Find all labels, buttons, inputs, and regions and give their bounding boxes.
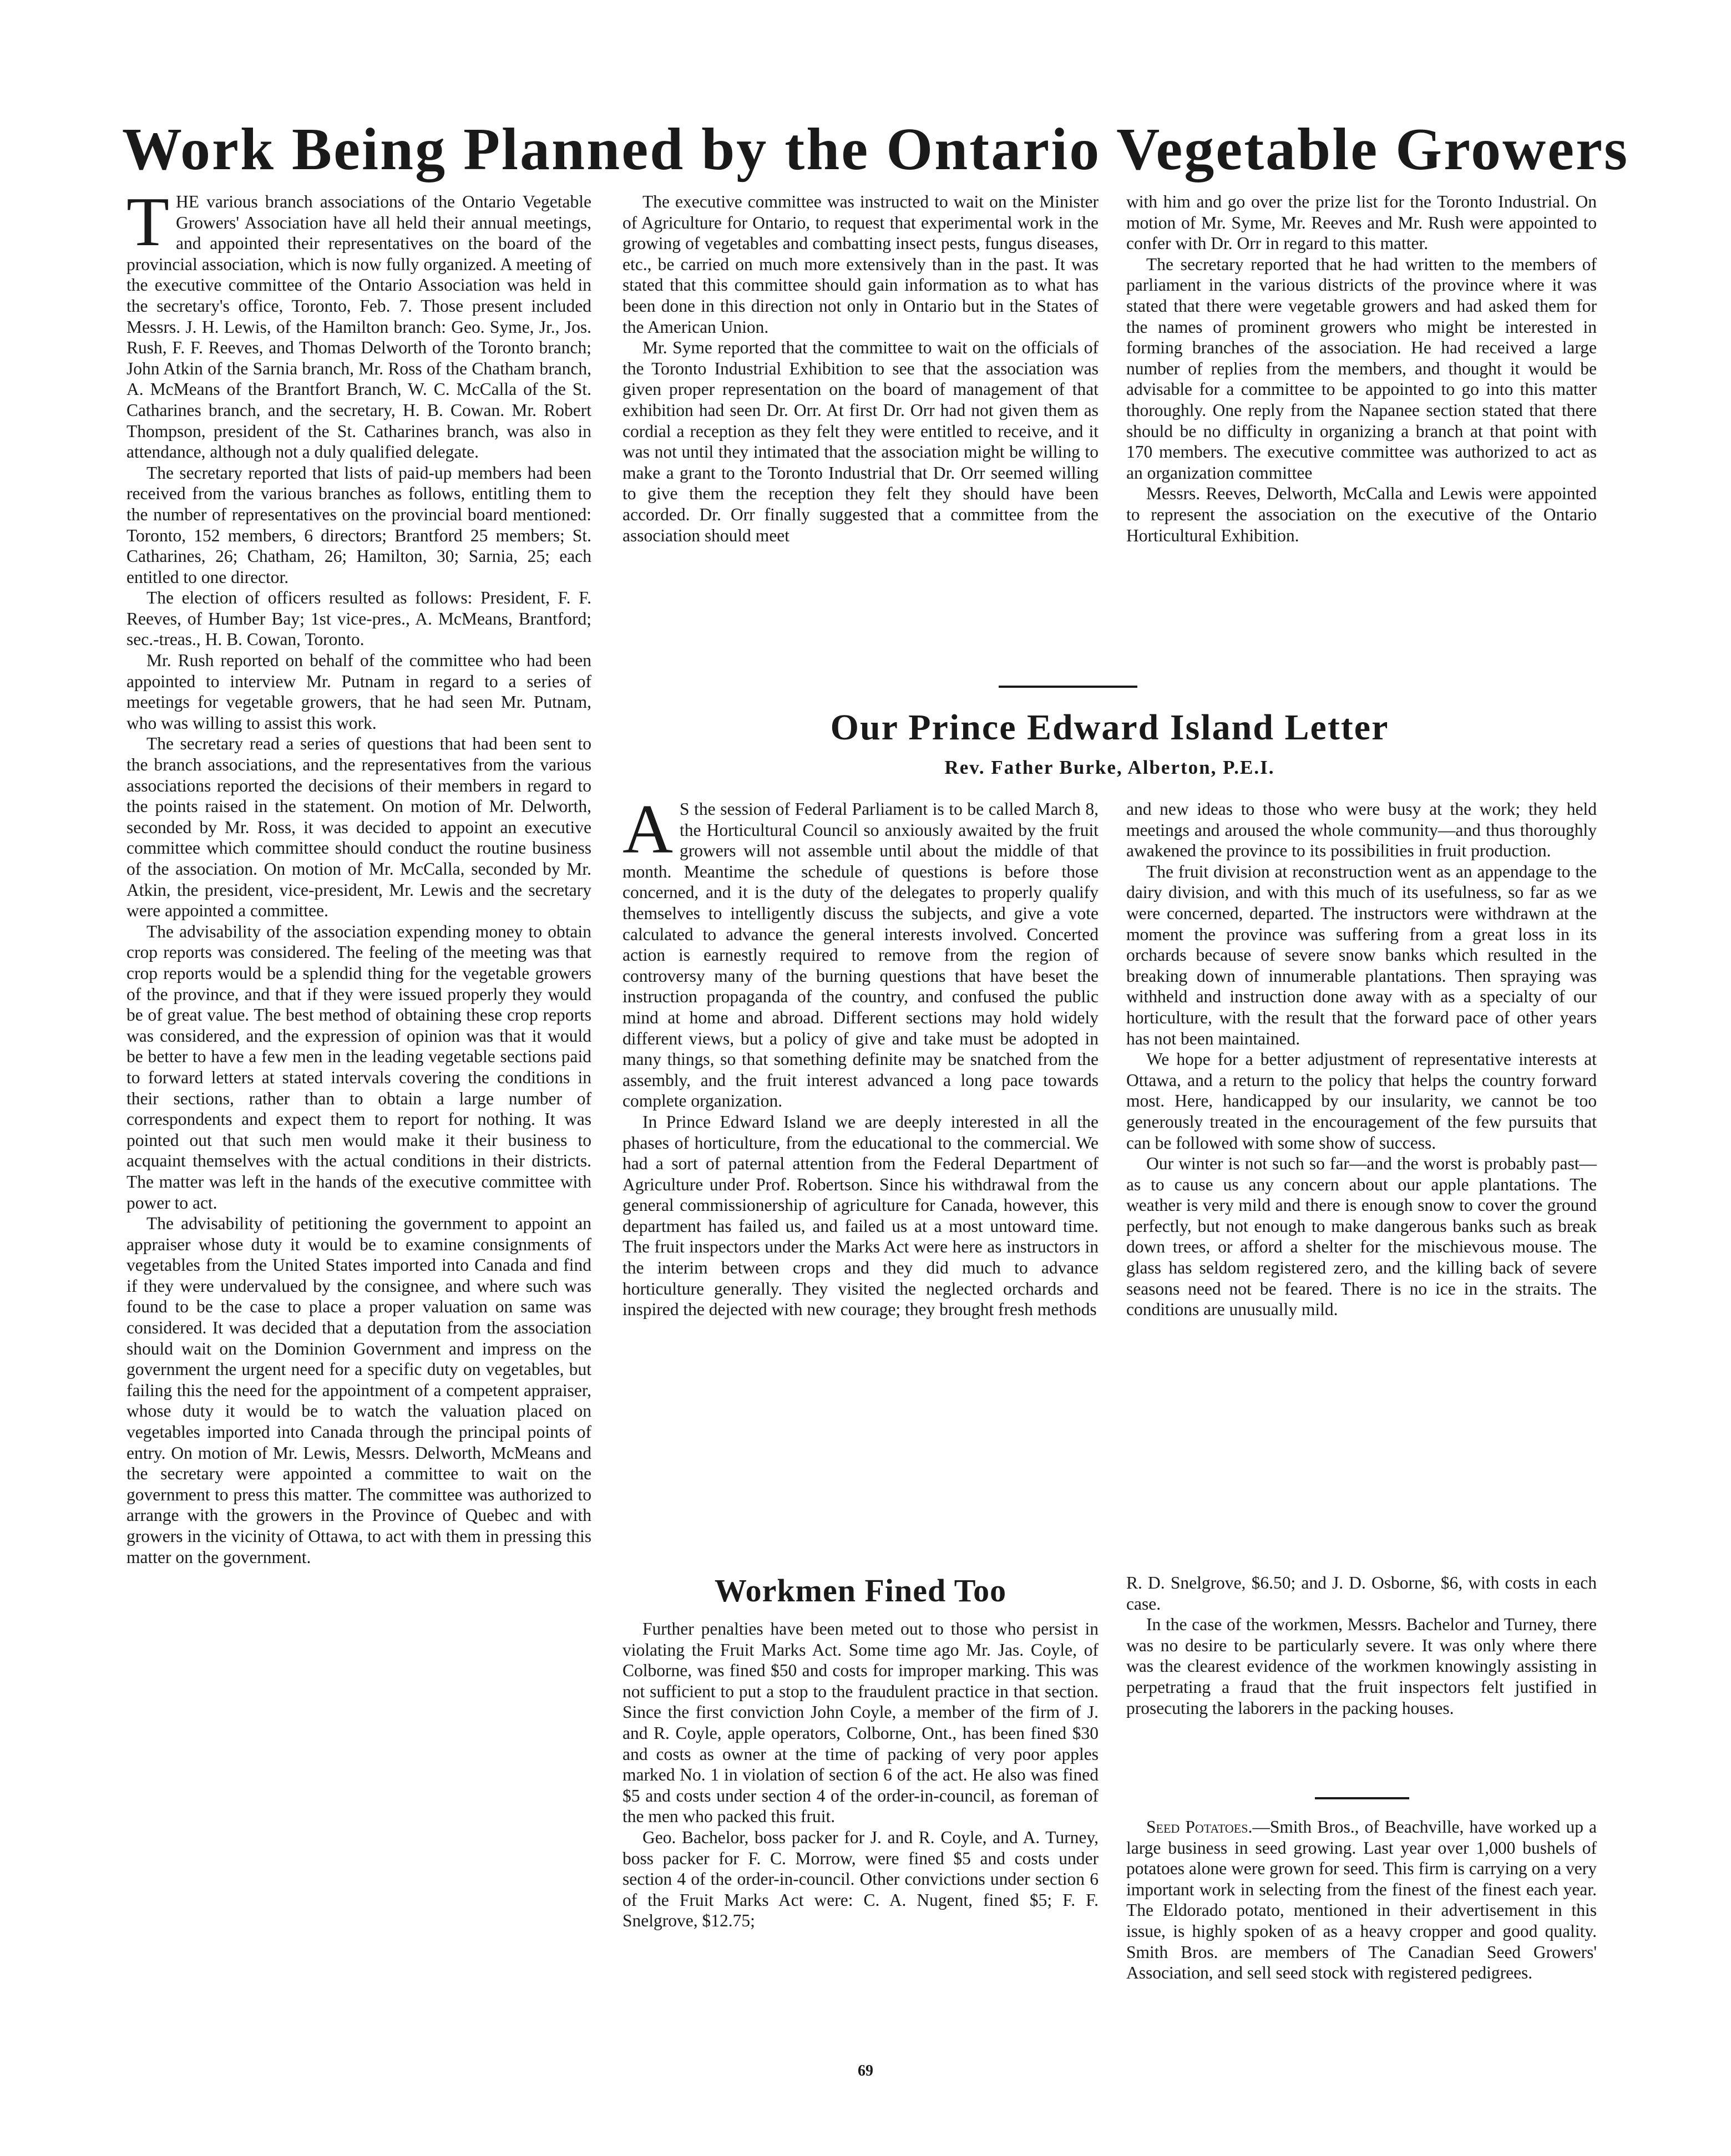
workmen-article-paragraph: Geo. Bachelor, boss packer for J. and R. Coyle, and A. Turney, boss packer for F. C. Morrow, were fined $5 and costs under section 4 of the order-in-council. Other convictions under section 6 of the Fruit Marks Act were: C. A. Nugent, fined $5; F. F. Snelgrove, $12.75; xyxy=(622,1827,1099,1931)
main-article-paragraph: The secretary reported that lists of paid-up members had been received from the various branches as follows, entitling them to the number of representatives on the provincial board mentioned: Toronto, 152 members, 6 directors; Brantford 25 members; St. Catharines, 26; Chatham, 26; Hamilton, 30; Sarnia, 25; each entitled to one director. xyxy=(126,463,591,587)
drop-cap: A xyxy=(622,799,673,868)
pei-article-paragraph: The fruit division at reconstruction went as an appendage to the dairy division, and with this much of its usefulness, so far as we were concerned, departed. The instructors were withdrawn at the moment the province was suffering from a great loss in its orchards because of severe snow banks which resulted in the breaking down of innumerable plantations. Then spraying was withheld and instruction done away with as a specialty of our horticulture, with the result that the forward pace of other years has not been maintained. xyxy=(1126,861,1597,1048)
pei-article-paragraph: A S the session of Federal Parliament is to be called March 8, the Horticultural Council so anxiously awaited by the fruit growers will not assemble until about the middle of that month. Meantime the schedule of questions is before those concerned, and it is the duty of the delegates to properly qualify themselves to intelligently discuss the subjects, and give a vote calculated to advance the general interests involved. Concerted action is earnestly required to remove from the region of controversy many of the burning questions that have beset the instruction propaganda of the country, and confused the public mind at home and abroad. Different sections may hold widely different views, but a policy of give and take must be adopted in many things, so that something definite may be snatched from the assembly, and the fruit interest advanced a long pace towards complete organization. xyxy=(622,799,1099,1111)
seed-potatoes-notice xyxy=(1126,1817,1597,2050)
workmen-article-paragraph: In the case of the workmen, Messrs. Bachelor and Turney, there was no desire to be particularly severe. It was only where there was the clearest evidence of the workmen knowingly assisting in perpetrating a fraud that the fruit inspectors felt justified in prosecuting the laborers in the packing houses. xyxy=(1126,1615,1597,1718)
main-article-title: Work Being Planned by the Ontario Vegetable Growers xyxy=(122,116,1629,182)
main-article-column-1 xyxy=(126,191,591,2050)
main-article-column-3 xyxy=(1126,191,1597,666)
main-article-paragraph: The advisability of the association expending money to obtain crop reports was considered. The feeling of the meeting was that crop reports would be a splendid thing for the vegetable growers of the province, and that if they were issued properly they would be of great value. The best method of obtaining these crop reports was considered, and the expression of opinion was that it would be better to have a few men in the leading vegetable sections paid to forward letters at stated intervals covering the conditions in their sections, rather than to obtain a large number of correspondents and expect them to report for nothing. It was pointed out that such men would make it their business to acquaint themselves with the actual conditions in their districts. The matter was left in the hands of the executive committee with power to act. xyxy=(126,921,591,1213)
main-article-paragraph: The secretary reported that he had written to the members of parliament in the various districts of the province where it was stated that there were vegetable growers and had asked them for the names of prominent growers who might be interested in forming branches of the association. He had received a large number of replies from the members, and thought it would be advisable for a committee to be appointed to go into this matter thoroughly. One reply from the Napanee section stated that there should be no difficulty in organizing a branch at that point with 170 members. The executive committee was authorized to act as an organization committee xyxy=(1126,254,1597,483)
workmen-article-title: Workmen Fined Too xyxy=(714,1572,1007,1609)
main-article-paragraph: Messrs. Reeves, Delworth, McCalla and Lewis were appointed to represent the association on the executive of the Ontario Horticultural Exhibition. xyxy=(1126,484,1597,545)
pei-article-paragraph: In Prince Edward Island we are deeply interested in all the phases of horticulture, from the educational to the commercial. We had a sort of paternal attention from the Federal Department of Agriculture under Prof. Robertson. Since his withdrawal from the general commissionership of agriculture for Canada, however, this department has failed us, and failed us at a most untoward time. The fruit inspectors under the Marks Act were here as instructors in the interim between crops and they did much to advance horticulture generally. They visited the neglected orchards and inspired the dejected with new courage; they brought fresh methods xyxy=(622,1112,1099,1320)
drop-cap: T xyxy=(126,191,169,261)
main-article-paragraph: Mr. Rush reported on behalf of the committee who had been appointed to interview Mr. Putnam in regard to a series of meetings for vegetable growers, that he had seen Mr. Putnam, who was willing to assist this work. xyxy=(126,651,591,733)
seed-potatoes-paragraph xyxy=(1126,1817,1597,1983)
pei-article-paragraph: Our winter is not such so far—and the worst is probably past—as to cause us any concern about our apple plantations. The weather is very mild and there is enough snow to cover the ground perfectly, but not enough to make dangerous banks such as break down trees, or afford a shelter for the mischievous mouse. The glass has seldom registered zero, and the killing back of severe seasons need not be feared. There is no ice in the straits. The conditions are unusually mild. xyxy=(1126,1154,1597,1320)
workmen-article-paragraph: Further penalties have been meted out to those who persist in violating the Fruit Marks Act. Some time ago Mr. Jas. Coyle, of Colborne, was fined $50 and costs for improper marking. This was not sufficient to put a stop to the fraudulent practice in that section. Since the first conviction John Coyle, a member of the firm of J. and R. Coyle, apple operators, Colborne, Ont., has been fined $30 and costs as owner at the time of packing of very poor apples marked No. 1 in violation of section 6 of the act. He also was fined $5 and costs under section 4 of the order-in-council, as foreman of the men who packed this fruit. xyxy=(622,1619,1099,1827)
main-article-paragraph: The executive committee was instructed to wait on the Minister of Agriculture for Ontario, to request that experimental work in the growing of vegetables and combatting insect pests, fungus diseases, etc., be carried on much more extensively than in the past. It was stated that this committee should gain information as to what has been done in this direction not only in Ontario but in the States of the American Union. xyxy=(622,192,1099,337)
seed-potatoes-lead: Seed Potatoes. xyxy=(1146,1817,1253,1837)
main-article-paragraph: The election of officers resulted as follows: President, F. F. Reeves, of Humber Bay; 1st vice-pres., A. McMeans, Brantford; sec.-treas., H. B. Cowan, Toronto. xyxy=(126,588,591,650)
pei-article-title: Our Prince Edward Island Letter xyxy=(830,707,1389,748)
pei-article-paragraph: We hope for a better adjustment of representative interests at Ottawa, and a return to the policy that helps the country forward most. Here, handicapped by our insularity, we cannot be too generously treated in the encouragement of the few pursuits that can be followed with some show of success. xyxy=(1126,1049,1597,1153)
main-article-paragraph: THE various branch associations of the Ontario Vegetable Growers' Association have all held their annual meetings, and appointed their representatives on the board of the provincial association, which is now fully organized. A meeting of the executive committee of the Ontario Association was held in the secretary's office, Toronto, Feb. 7. Those present included Messrs. J. H. Lewis, of the Hamilton branch: Geo. Syme, Jr., Jos. Rush, F. F. Reeves, and Thomas Delworth of the Toronto branch; John Atkin of the Sarnia branch, Mr. Ross of the Chatham branch, A. McMeans of the Brantfort Branch, W. C. McCalla of the St. Catharines branch, and the secretary, H. B. Cowan. Mr. Robert Thompson, president of the St. Catharines branch, was also in attendance, although not a duly qualified delegate. xyxy=(126,191,591,462)
main-article-paragraph: with him and go over the prize list for the Toronto Industrial. On motion of Mr. Syme, Mr. Reeves and Mr. Rush were appointed to confer with Dr. Orr in regard to this matter. xyxy=(1126,192,1597,253)
main-article-paragraph: The advisability of petitioning the government to appoint an appraiser whose duty it would be to examine consignments of vegetables from the United States imported into Canada and find if they were undervalued by the consignee, and where such was found to be the case to place a proper valuation on same was considered. It was decided that a deputation from the association should wait on the Dominion Government and impress on the government the urgent need for a specific duty on vegetables, but failing this the need for the appointment of a competent appraiser, whose duty it would be to watch the valuation placed on vegetables imported into Canada through the principal points of entry. On motion of Mr. Lewis, Messrs. Delworth, McMeans and the secretary were appointed a committee to wait on the government to press this matter. The committee was authorized to arrange with the growers in the Province of Quebec and with growers in the vicinity of Ottawa, to act with them in pressing this matter on the government. xyxy=(126,1214,591,1567)
pei-article-column-left xyxy=(622,799,1099,1540)
workmen-article-column-right xyxy=(1126,1572,1597,1783)
main-article-paragraph: The secretary read a series of questions that had been sent to the branch associations, and the representatives from the various associations reported the decisions of their members in regard to the points raised in the statement. On motion of Mr. Delworth, seconded by Mr. Ross, it was decided to appoint an executive committee which committee should conduct the routine business of the association. On motion of Mr. McCalla, seconded by Mr. Atkin, the president, vice-president, Mr. Lewis and the secretary were appointed a committee. xyxy=(126,734,591,921)
section-divider xyxy=(1315,1797,1409,1799)
seed-potatoes-text: —Smith Bros., of Beachville, have worked up a large business in seed growing. Last year over 1,000 bushels of potatoes alone were grown for seed. This firm is carrying on a very important work in selecting from the finest of the finest each year. The Eldorado potato, mentioned in their advertisement in this issue, is highly spoken of as a heavy cropper and good quality. Smith Bros. are members of The Canadian Seed Growers' Association, and sell seed stock with registered pedigrees. xyxy=(1126,1817,1597,1983)
page-number: 69 xyxy=(858,2062,873,2079)
pei-article-byline: Rev. Father Burke, Alberton, P.E.I. xyxy=(944,757,1275,778)
workmen-article-paragraph: R. D. Snelgrove, $6.50; and J. D. Osborne, $6, with costs in each case. xyxy=(1126,1573,1597,1614)
pei-article-column-right xyxy=(1126,799,1597,1540)
main-article-paragraph: Mr. Syme reported that the committee to wait on the officials of the Toronto Industrial Exhibition to see that the association was given proper representation on the board of management of that exhibition had seen Dr. Orr. At first Dr. Orr had not given them as cordial a reception as they felt they were entitled to receive, and it was not until they intimated that the association might be willing to make a grant to the Toronto Industrial that Dr. Orr seemed willing to give them the reception they felt they should have been accorded. Dr. Orr finally suggested that a committee from the association should meet xyxy=(622,338,1099,545)
main-article-column-2 xyxy=(622,191,1099,666)
pei-article-paragraph: and new ideas to those who were busy at the work; they held meetings and aroused the whole community—and thus thoroughly awakened the province to its possibilities in fruit production. xyxy=(1126,799,1597,861)
workmen-article-column-left xyxy=(622,1619,1099,2057)
section-divider xyxy=(999,686,1137,688)
